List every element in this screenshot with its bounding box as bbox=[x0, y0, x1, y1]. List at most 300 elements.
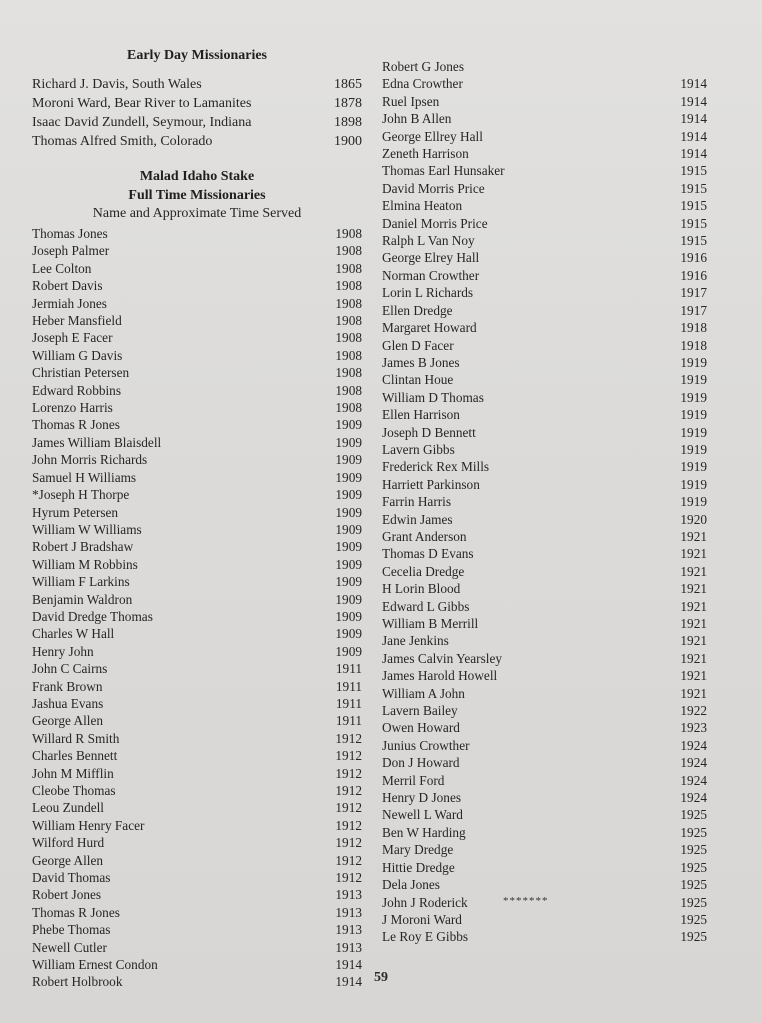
missionary-name: Robert Jones bbox=[32, 887, 102, 903]
list-item bbox=[382, 598, 707, 615]
missionary-name: Benjamin Waldron bbox=[32, 591, 133, 607]
list-item bbox=[382, 267, 707, 284]
service-year: 1908 bbox=[335, 400, 362, 416]
missionary-name: Thomas Earl Hunsaker bbox=[382, 163, 505, 179]
list-item bbox=[382, 789, 707, 806]
missionary-name: Junius Crowther bbox=[382, 737, 470, 753]
list-item bbox=[32, 573, 362, 590]
service-year: 1912 bbox=[335, 852, 362, 868]
list-item bbox=[32, 643, 362, 660]
list-item bbox=[382, 354, 707, 371]
service-year: 1914 bbox=[335, 957, 362, 973]
list-item bbox=[32, 678, 362, 695]
list-item bbox=[382, 511, 707, 528]
list-item bbox=[382, 685, 707, 702]
service-year: 1919 bbox=[680, 372, 707, 388]
service-year: 1921 bbox=[680, 546, 707, 562]
missionary-name: Richard J. Davis, South Wales bbox=[32, 77, 202, 92]
list-item bbox=[382, 284, 707, 301]
service-year: 1912 bbox=[335, 730, 362, 746]
service-year: 1914 bbox=[680, 146, 707, 162]
service-year: 1912 bbox=[335, 817, 362, 833]
list-item bbox=[32, 869, 362, 886]
service-year: 1919 bbox=[680, 389, 707, 405]
missionary-name: Robert G Jones bbox=[382, 59, 464, 74]
service-year: 1915 bbox=[680, 215, 707, 231]
list-item bbox=[32, 765, 362, 782]
service-year: 1911 bbox=[335, 713, 362, 729]
missionary-name: Ruel Ipsen bbox=[382, 93, 440, 109]
missionary-name: John M Mifflin bbox=[32, 765, 114, 781]
service-year: 1925 bbox=[680, 877, 707, 893]
list-item bbox=[382, 841, 707, 858]
missionary-name: Lee Colton bbox=[32, 260, 92, 276]
service-year: 1909 bbox=[335, 434, 362, 450]
service-year: 1914 bbox=[680, 111, 707, 127]
service-year: 1911 bbox=[335, 695, 362, 711]
service-year: 1900 bbox=[334, 134, 362, 149]
service-year: 1912 bbox=[335, 835, 362, 851]
missionary-name: Charles Bennett bbox=[32, 748, 118, 764]
list-item bbox=[382, 389, 707, 406]
service-year: 1908 bbox=[335, 330, 362, 346]
missionary-name: William D Thomas bbox=[382, 389, 484, 405]
list-item bbox=[32, 852, 362, 869]
service-year: 1919 bbox=[680, 407, 707, 423]
service-year: 1909 bbox=[335, 504, 362, 520]
list-item bbox=[32, 382, 362, 399]
missionary-name: Ellen Dredge bbox=[382, 302, 453, 318]
list-item bbox=[382, 162, 707, 179]
service-year: 1925 bbox=[680, 859, 707, 875]
missionary-name: Thomas R Jones bbox=[32, 904, 120, 920]
service-year: 1912 bbox=[335, 765, 362, 781]
service-year: 1914 bbox=[680, 128, 707, 144]
list-item bbox=[382, 719, 707, 736]
list-item bbox=[32, 886, 362, 903]
list-item bbox=[382, 249, 707, 266]
early-missionaries-list bbox=[32, 75, 362, 151]
service-year: 1909 bbox=[335, 643, 362, 659]
missionary-name: Owen Howard bbox=[382, 720, 460, 736]
list-item bbox=[382, 197, 707, 214]
service-year: 1909 bbox=[335, 452, 362, 468]
list-item bbox=[32, 625, 362, 642]
service-year: 1908 bbox=[335, 313, 362, 329]
list-item bbox=[382, 58, 707, 75]
missionary-name: Frank Brown bbox=[32, 678, 103, 694]
list-item bbox=[382, 563, 707, 580]
list-item bbox=[382, 215, 707, 232]
missionary-name: William F Larkins bbox=[32, 574, 130, 590]
early-missionaries-section bbox=[32, 46, 362, 151]
service-year: 1913 bbox=[335, 922, 362, 938]
list-item bbox=[382, 75, 707, 92]
missionary-name: John J Roderick bbox=[382, 894, 468, 910]
missionary-name: Harriett Parkinson bbox=[382, 476, 480, 492]
service-year: 1912 bbox=[335, 800, 362, 816]
missionary-name: William G Davis bbox=[32, 347, 123, 363]
list-item bbox=[382, 337, 707, 354]
list-item bbox=[32, 94, 362, 113]
right-column bbox=[382, 58, 707, 946]
service-year: 1911 bbox=[335, 661, 362, 677]
list-item bbox=[382, 859, 707, 876]
list-item bbox=[382, 302, 707, 319]
missionary-name: Frederick Rex Mills bbox=[382, 459, 490, 475]
missionary-name: Zeneth Harrison bbox=[382, 146, 469, 162]
service-year: 1909 bbox=[335, 608, 362, 624]
list-item bbox=[382, 824, 707, 841]
missionary-name: Robert Holbrook bbox=[32, 974, 123, 990]
service-year: 1898 bbox=[334, 115, 362, 130]
service-year: 1909 bbox=[335, 556, 362, 572]
service-year: 1908 bbox=[335, 347, 362, 363]
list-item bbox=[382, 145, 707, 162]
list-item bbox=[382, 911, 707, 928]
service-year: 1909 bbox=[335, 521, 362, 537]
service-year: 1878 bbox=[334, 96, 362, 111]
missionary-name: Ralph L Van Noy bbox=[382, 233, 475, 249]
missionary-name: William W Williams bbox=[32, 521, 142, 537]
list-item bbox=[32, 260, 362, 277]
missionary-name: Cecelia Dredge bbox=[382, 563, 465, 579]
missionary-name: H Lorin Blood bbox=[382, 581, 461, 597]
missionary-name: Henry D Jones bbox=[382, 790, 462, 806]
missionary-name: Joseph E Facer bbox=[32, 330, 113, 346]
list-item bbox=[382, 232, 707, 249]
missionary-name: George Ellrey Hall bbox=[382, 128, 483, 144]
list-item bbox=[32, 591, 362, 608]
missionary-name: John C Cairns bbox=[32, 661, 108, 677]
service-year: 1924 bbox=[680, 772, 707, 788]
service-year: 1919 bbox=[680, 354, 707, 370]
list-item bbox=[32, 608, 362, 625]
list-item bbox=[382, 371, 707, 388]
list-item bbox=[32, 695, 362, 712]
service-year: 1921 bbox=[680, 563, 707, 579]
missionary-name: Isaac David Zundell, Seymour, Indiana bbox=[32, 115, 252, 130]
missionary-name: Ellen Harrison bbox=[382, 407, 460, 423]
service-year: 1919 bbox=[680, 441, 707, 457]
service-year: 1925 bbox=[680, 929, 707, 945]
missionary-name: Robert J Bradshaw bbox=[32, 539, 134, 555]
missionary-name: Daniel Morris Price bbox=[382, 215, 488, 231]
missionary-name: Hyrum Petersen bbox=[32, 504, 119, 520]
missionary-name: Farrin Harris bbox=[382, 494, 452, 510]
service-year: 1919 bbox=[680, 424, 707, 440]
list-item bbox=[32, 782, 362, 799]
list-item bbox=[32, 556, 362, 573]
list-item bbox=[382, 476, 707, 493]
list-item bbox=[32, 75, 362, 94]
service-year: 1916 bbox=[680, 267, 707, 283]
missionary-name: Thomas Jones bbox=[32, 226, 108, 241]
service-year: 1918 bbox=[680, 337, 707, 353]
list-item bbox=[382, 650, 707, 667]
service-year: 1921 bbox=[680, 528, 707, 544]
missionary-name: Heber Mansfield bbox=[32, 313, 122, 329]
service-year: 1915 bbox=[680, 180, 707, 196]
service-year: 1916 bbox=[680, 250, 707, 266]
missionary-name: Lorin L Richards bbox=[382, 285, 474, 301]
missionary-name: Jane Jenkins bbox=[382, 633, 449, 649]
missionary-name: Le Roy E Gibbs bbox=[382, 929, 469, 945]
service-year: 1922 bbox=[680, 703, 707, 719]
service-year: 1909 bbox=[335, 539, 362, 555]
early-missionaries-title: Early Day Missionaries bbox=[127, 48, 267, 63]
missionary-name: James Calvin Yearsley bbox=[382, 650, 503, 666]
missionary-name: Jashua Evans bbox=[32, 695, 104, 711]
missionary-name: Willard R Smith bbox=[32, 730, 120, 746]
missionary-name: David Thomas bbox=[32, 870, 111, 886]
stake-subtitle: Full Time Missionaries bbox=[128, 188, 266, 203]
list-item bbox=[32, 242, 362, 259]
missionary-name: William A John bbox=[382, 685, 465, 701]
missionary-name: Christian Petersen bbox=[32, 365, 130, 381]
service-year: 1911 bbox=[335, 678, 362, 694]
service-year: 1920 bbox=[680, 511, 707, 527]
missionary-name: George Elrey Hall bbox=[382, 250, 480, 266]
missionary-name: Moroni Ward, Bear River to Lamanites bbox=[32, 96, 252, 111]
list-item bbox=[382, 667, 707, 684]
list-item bbox=[382, 319, 707, 336]
missionary-name: George Allen bbox=[32, 852, 104, 868]
service-year: 1919 bbox=[680, 476, 707, 492]
service-year: 1915 bbox=[680, 163, 707, 179]
right-missionary-list bbox=[382, 58, 707, 946]
missionary-name: Lavern Bailey bbox=[382, 703, 458, 719]
missionary-name: Edna Crowther bbox=[382, 76, 463, 92]
missionary-name: J Moroni Ward bbox=[382, 911, 462, 927]
service-year: 1925 bbox=[680, 894, 707, 910]
list-item bbox=[382, 806, 707, 823]
service-year: 1919 bbox=[680, 459, 707, 475]
list-item bbox=[32, 295, 362, 312]
service-year: 1925 bbox=[680, 911, 707, 927]
list-item bbox=[382, 876, 707, 893]
list-item bbox=[32, 399, 362, 416]
missionary-name: Joseph Palmer bbox=[32, 243, 110, 259]
list-item bbox=[382, 632, 707, 649]
missionary-name: Edwin James bbox=[382, 511, 453, 527]
left-column bbox=[32, 46, 362, 991]
service-year: 1918 bbox=[680, 320, 707, 336]
list-item bbox=[32, 451, 362, 468]
missionary-name: Samuel H Williams bbox=[32, 469, 137, 485]
missionary-name: James William Blaisdell bbox=[32, 434, 162, 450]
list-item bbox=[382, 737, 707, 754]
missionary-name: William Henry Facer bbox=[32, 817, 145, 833]
service-year: 1909 bbox=[335, 469, 362, 485]
page-number: 59 bbox=[374, 970, 388, 985]
list-item bbox=[32, 132, 362, 151]
list-item bbox=[382, 754, 707, 771]
missionary-name: John B Allen bbox=[382, 111, 452, 127]
list-item bbox=[382, 580, 707, 597]
list-item bbox=[382, 406, 707, 423]
list-column-caption: Name and Approximate Time Served bbox=[92, 206, 302, 221]
service-year: 1908 bbox=[335, 278, 362, 294]
missionary-name: Margaret Howard bbox=[382, 320, 477, 336]
list-item bbox=[32, 817, 362, 834]
list-item bbox=[382, 441, 707, 458]
service-year: 1912 bbox=[335, 870, 362, 886]
missionary-name: Cleobe Thomas bbox=[32, 783, 116, 798]
service-year: 1914 bbox=[335, 974, 362, 990]
list-item bbox=[382, 110, 707, 127]
missionary-name: Elmina Heaton bbox=[382, 198, 463, 214]
list-item bbox=[382, 458, 707, 475]
service-year: 1913 bbox=[335, 939, 362, 955]
missionary-name: Joseph D Bennett bbox=[382, 424, 476, 440]
missionary-name: Lavern Gibbs bbox=[382, 441, 455, 457]
service-year: 1915 bbox=[680, 198, 707, 214]
list-item bbox=[32, 660, 362, 677]
list-item bbox=[32, 416, 362, 433]
service-year: 1921 bbox=[680, 598, 707, 614]
missionary-name: Mary Dredge bbox=[382, 842, 454, 858]
service-year: 1925 bbox=[680, 824, 707, 840]
missionary-name: *Joseph H Thorpe bbox=[32, 487, 130, 503]
list-item bbox=[32, 521, 362, 538]
service-year: 1913 bbox=[335, 887, 362, 903]
service-year: 1909 bbox=[335, 417, 362, 433]
missionary-name: James Harold Howell bbox=[382, 668, 498, 684]
list-item bbox=[32, 834, 362, 851]
list-item bbox=[32, 225, 362, 242]
missionary-name: Don J Howard bbox=[382, 755, 460, 771]
list-item bbox=[32, 538, 362, 555]
missionary-name: Thomas Alfred Smith, Colorado bbox=[32, 134, 213, 149]
list-item bbox=[32, 921, 362, 938]
missionary-name: Henry John bbox=[32, 643, 94, 659]
missionary-name: Leou Zundell bbox=[32, 800, 105, 816]
service-year: 1909 bbox=[335, 574, 362, 590]
service-year: 1921 bbox=[680, 668, 707, 684]
missionary-name: Thomas D Evans bbox=[382, 546, 474, 562]
list-item bbox=[32, 939, 362, 956]
missionary-name: John Morris Richards bbox=[32, 452, 148, 468]
end-of-list-mark: ******* bbox=[503, 895, 549, 907]
missionary-name: Edward Robbins bbox=[32, 382, 122, 398]
list-item bbox=[382, 702, 707, 719]
missionary-name: Clintan Houe bbox=[382, 372, 454, 388]
service-year: 1865 bbox=[334, 77, 362, 92]
list-item bbox=[32, 712, 362, 729]
missionary-name: Jermiah Jones bbox=[32, 295, 107, 311]
service-year: 1924 bbox=[680, 790, 707, 806]
missionary-name: William B Merrill bbox=[382, 616, 479, 631]
service-year: 1924 bbox=[680, 737, 707, 753]
service-year: 1925 bbox=[680, 807, 707, 823]
service-year: 1917 bbox=[680, 285, 707, 301]
list-item bbox=[382, 615, 707, 632]
list-item bbox=[382, 93, 707, 110]
stake-title: Malad Idaho Stake bbox=[139, 169, 255, 184]
service-year: 1915 bbox=[680, 233, 707, 249]
missionary-name: Thomas R Jones bbox=[32, 417, 120, 433]
service-year: 1921 bbox=[680, 616, 707, 631]
list-item bbox=[32, 469, 362, 486]
missionary-name: George Allen bbox=[32, 713, 104, 729]
left-missionary-list bbox=[32, 225, 362, 991]
missionary-name: Norman Crowther bbox=[382, 267, 480, 283]
service-year: 1921 bbox=[680, 581, 707, 597]
service-year: 1921 bbox=[680, 650, 707, 666]
list-item bbox=[32, 504, 362, 521]
missionary-name: Hittie Dredge bbox=[382, 859, 455, 875]
list-item bbox=[382, 772, 707, 789]
service-year: 1923 bbox=[680, 720, 707, 736]
missionary-name: Charles W Hall bbox=[32, 626, 115, 642]
service-year: 1913 bbox=[335, 904, 362, 920]
service-year: 1908 bbox=[335, 260, 362, 276]
service-year: 1917 bbox=[680, 302, 707, 318]
service-year: 1909 bbox=[335, 487, 362, 503]
list-item bbox=[32, 904, 362, 921]
missionary-name: Ben W Harding bbox=[382, 824, 466, 840]
service-year: 1908 bbox=[335, 365, 362, 381]
service-year: 1921 bbox=[680, 685, 707, 701]
service-year: 1909 bbox=[335, 591, 362, 607]
service-year: 1914 bbox=[680, 93, 707, 109]
list-item bbox=[32, 113, 362, 132]
service-year: 1912 bbox=[335, 783, 362, 798]
service-year: 1914 bbox=[680, 76, 707, 92]
list-item bbox=[382, 128, 707, 145]
missionary-name: Merril Ford bbox=[382, 772, 445, 788]
service-year: 1908 bbox=[335, 226, 362, 241]
missionary-name: David Dredge Thomas bbox=[32, 608, 153, 624]
missionary-name: William Ernest Condon bbox=[32, 957, 158, 973]
missionary-name: Newell L Ward bbox=[382, 807, 463, 823]
service-year: 1919 bbox=[680, 494, 707, 510]
missionary-name: David Morris Price bbox=[382, 180, 485, 196]
service-year: 1912 bbox=[335, 748, 362, 764]
list-item bbox=[32, 434, 362, 451]
missionary-name: James B Jones bbox=[382, 354, 460, 370]
list-item bbox=[382, 180, 707, 197]
missionary-name: Grant Anderson bbox=[382, 528, 467, 544]
list-item bbox=[32, 799, 362, 816]
list-item bbox=[32, 730, 362, 747]
service-year: 1925 bbox=[680, 842, 707, 858]
missionary-name: Wilford Hurd bbox=[32, 835, 105, 851]
list-item bbox=[382, 493, 707, 510]
service-year: 1921 bbox=[680, 633, 707, 649]
missionary-name: Phebe Thomas bbox=[32, 922, 111, 938]
service-year: 1908 bbox=[335, 295, 362, 311]
missionary-name: Glen D Facer bbox=[382, 337, 454, 353]
service-year: 1924 bbox=[680, 755, 707, 771]
list-item bbox=[382, 928, 707, 945]
list-item bbox=[32, 329, 362, 346]
list-item bbox=[32, 486, 362, 503]
list-item bbox=[32, 312, 362, 329]
missionary-name: Dela Jones bbox=[382, 877, 440, 893]
missionary-name: Lorenzo Harris bbox=[32, 400, 113, 416]
list-item bbox=[32, 347, 362, 364]
service-year: 1909 bbox=[335, 626, 362, 642]
list-item bbox=[32, 364, 362, 381]
missionary-name: Newell Cutler bbox=[32, 939, 107, 955]
list-item bbox=[32, 747, 362, 764]
missionary-name: Edward L Gibbs bbox=[382, 598, 470, 614]
missionary-name: Robert Davis bbox=[32, 278, 103, 294]
list-item bbox=[32, 277, 362, 294]
service-year: 1908 bbox=[335, 243, 362, 259]
